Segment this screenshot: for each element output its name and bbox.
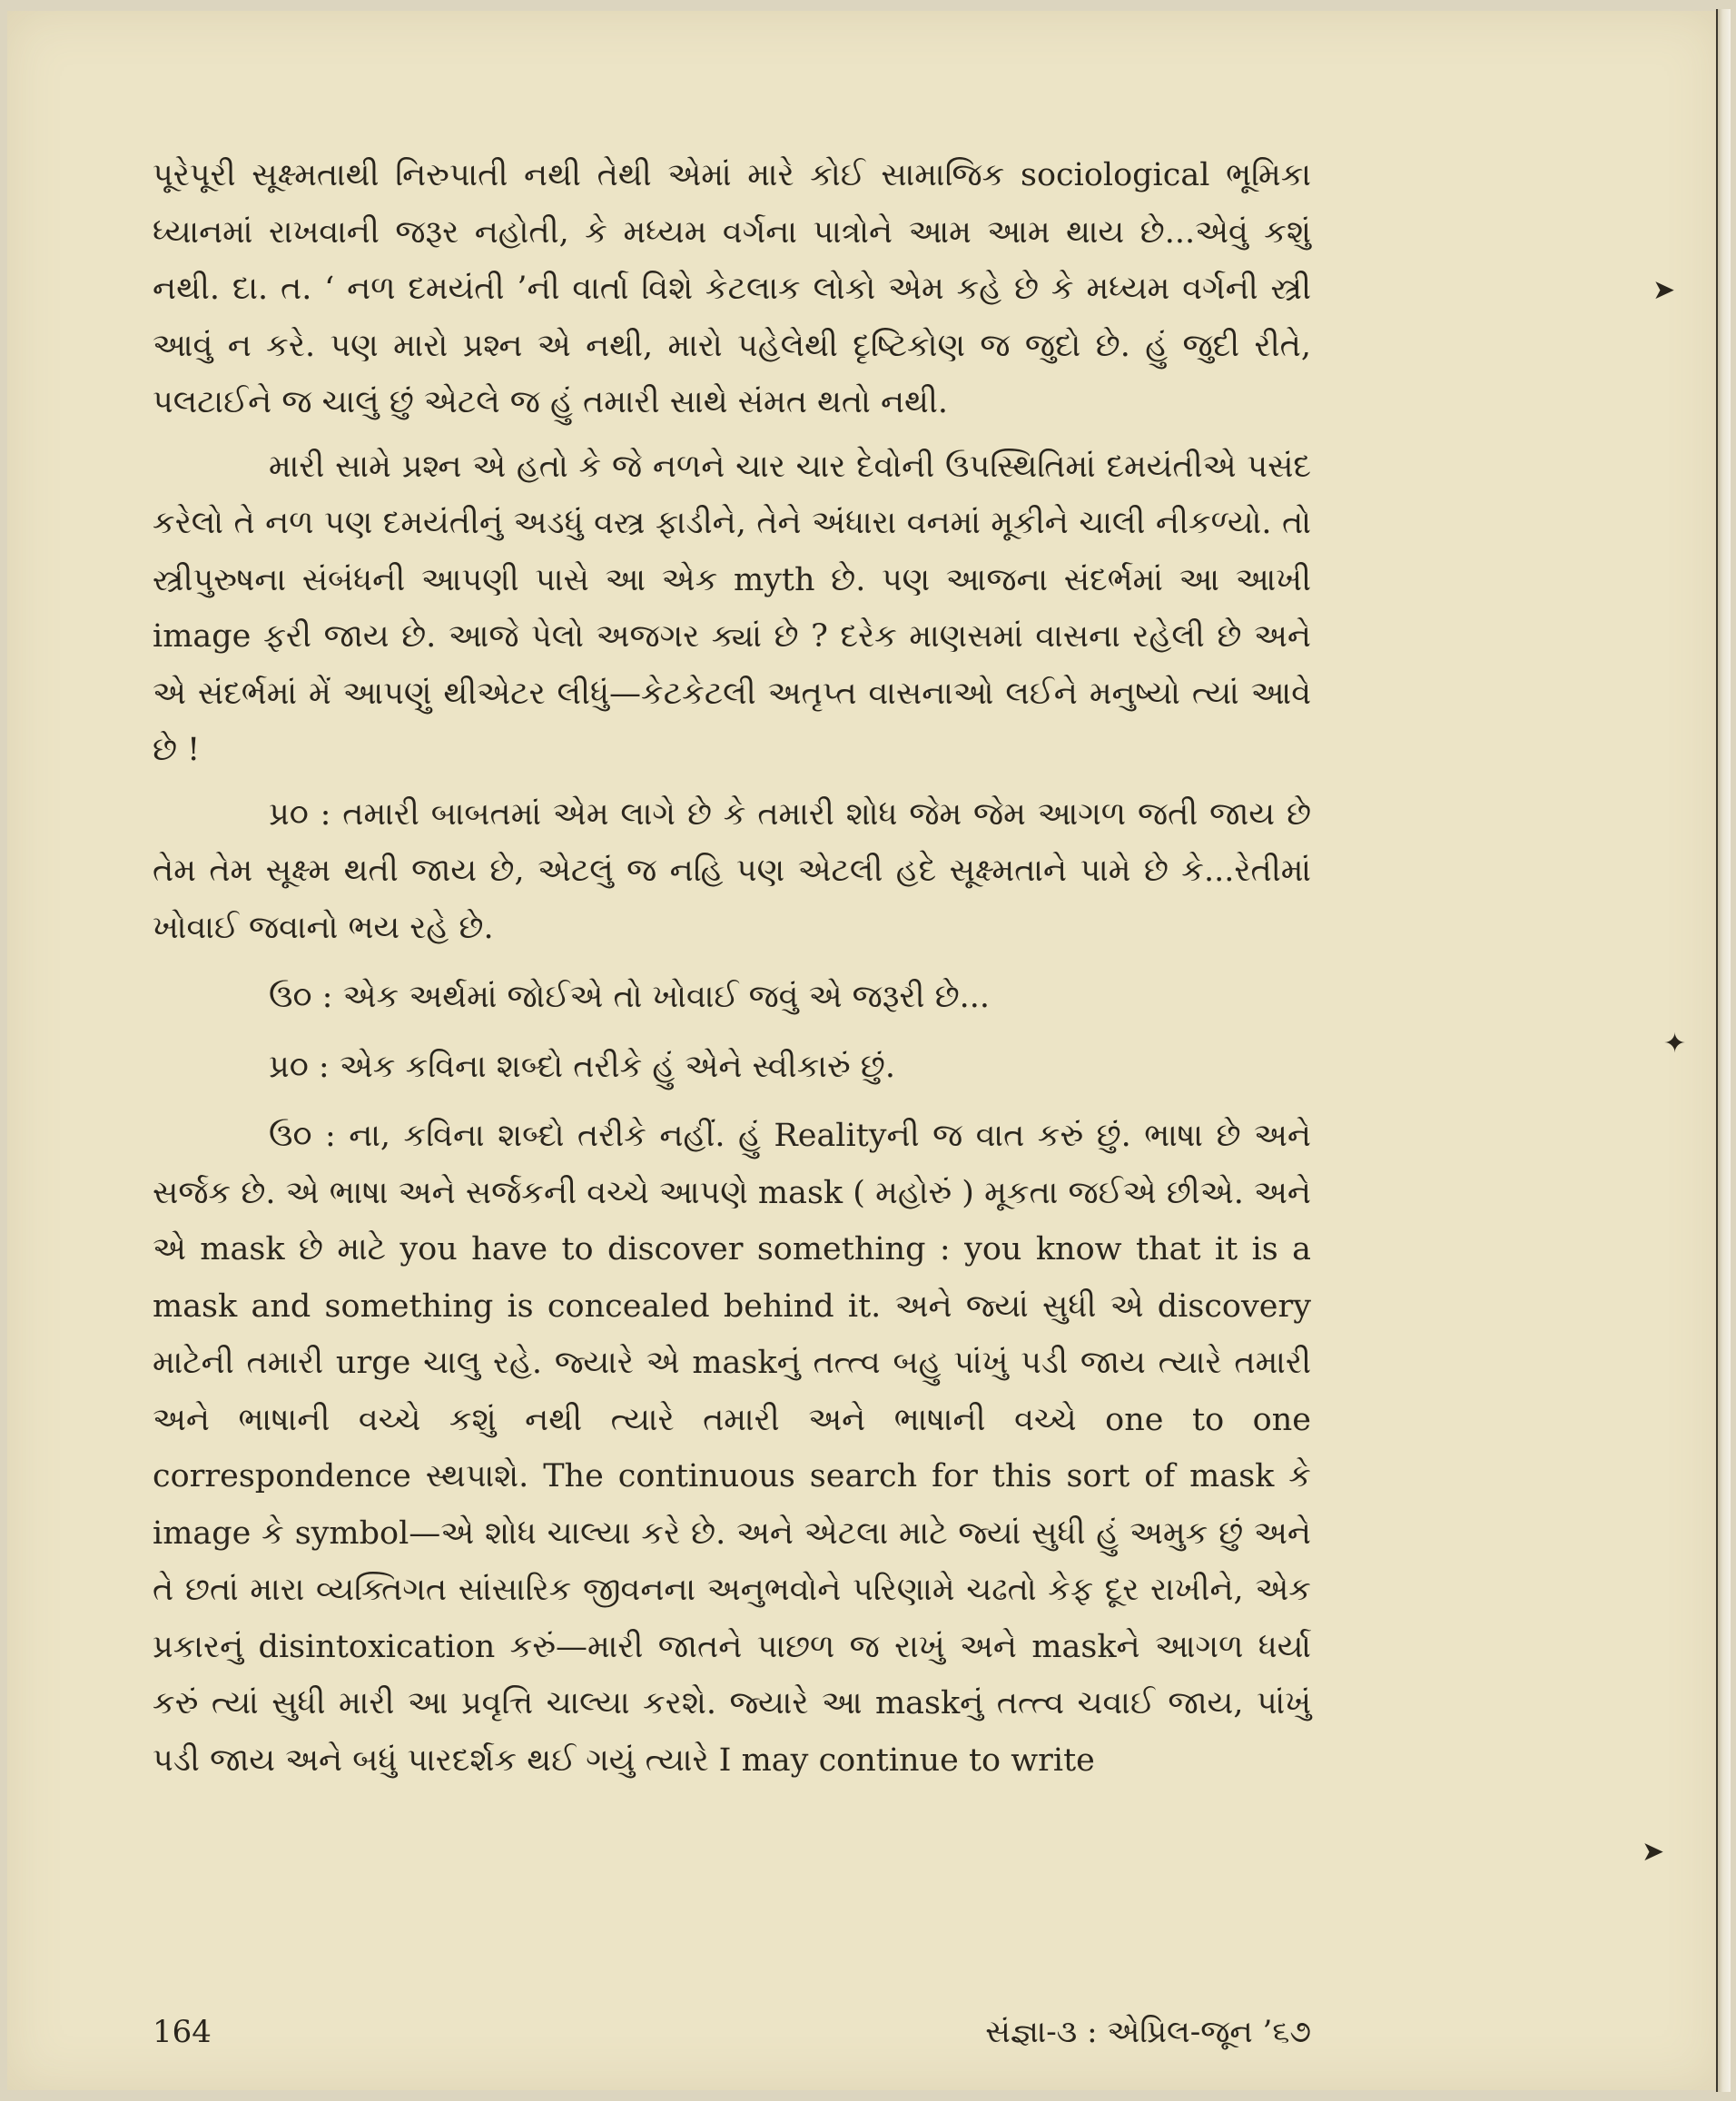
question-1: પ્ર૦ : તમારી બાબતમાં એમ લાગે છે કે તમારી શોધ જેમ જેમ આગળ જતી જાય છે તેમ તેમ સૂક્ષ્મ થતી જાય છે, એટલું જ નહિ પણ એટલી હદે સૂક્ષ્મતાને પામે છે કે...રેતીમાં ખોવાઈ જવાનો ભય રહે છે. (153, 795, 1311, 946)
paragraph-continuation: પૂરેપૂરી સૂક્ષ્મતાથી નિરુપાતી નથી તેથી એમાં મારે કોઈ સામાજિક sociological ભૂમિકા ધ્યાનમાં રાખવાની જરૂર નહોતી, કે મધ્યમ વર્ગના પાત્રોને આમ આમ થાય છે...એવું કશું નથી. દા. ત. ‘ નળ દમયંતી ’ની વાર્તા વિશે કેટલાક લોકો એમ કહે છે કે મધ્યમ વર્ગની સ્ત્રી આવું ન કરે. પણ મારો પ્રશ્ન એ નથી, મારો પહેલેથી દૃષ્ટિકોણ જ જુદો છે. હું જુદી રીતે, પલટાઈને જ ચાલું છું એટલે જ હું તમારી સાથે સંમત થતો નથી. (153, 157, 1311, 420)
page-edge (1716, 9, 1731, 2092)
question-2: પ્ર૦ : એક કવિના શબ્દો તરીકે હું એને સ્વીકારું છું. (269, 1048, 895, 1085)
page-number: 164 (153, 2014, 212, 2050)
margin-mark-icon: ➤ (1642, 1836, 1665, 1868)
article-body (153, 147, 1311, 1801)
paragraph-myth: મારી સામે પ્રશ્ન એ હતો કે જે નળને ચાર ચાર દેવોની ઉપસ્થિતિમાં દમયંતીએ પસંદ કરેલો તે નળ પણ દમયંતીનું અડધું વસ્ત્ર ફાડીને, તેને અંધારા વનમાં મૂકીને ચાલી નીકળ્યો. તો સ્ત્રીપુરુષના સંબંધની આપણી પાસે આ એક myth છે. પણ આજના સંદર્ભમાં આ આખી image ફરી જાય છે. આજે પેલો અજગર ક્યાં છે ? દરેક માણસમાં વાસના રહેલી છે અને એ સંદર્ભમાં મેં આપણું થીએટર લીધું—કેટકેટલી અતૃપ્ત વાસનાઓ લઈને મનુષ્યો ત્યાં આવે છે ! (153, 448, 1311, 768)
journal-reference: સંજ્ઞા-૩ : એપ્રિલ-જૂન ’૬૭ (985, 2014, 1311, 2050)
margin-mark-icon: ✦ (1663, 1028, 1687, 1060)
book-page (7, 11, 1721, 2090)
margin-mark-icon: ➤ (1652, 274, 1676, 306)
answer-2: ઉ૦ : ના, કવિના શબ્દો તરીકે નહીં. હું Realityની જ વાત કરું છું. ભાષા છે અને સર્જક છે. એ ભાષા અને સર્જકની વચ્ચે આપણે mask ( મહોરું ) મૂકતા જઈએ છીએ. અને એ mask છે માટે you have to discover something : you know that it is a mask and something is concealed behind it. અને જ્યાં સુધી એ discovery માટેની તમારી urge ચાલુ રહે. જ્યારે એ maskનું તત્ત્વ બહુ પાંખું પડી જાય ત્યારે તમારી અને ભાષાની વચ્ચે કશું નથી ત્યારે તમારી અને ભાષાની વચ્ચે one to one correspondence સ્થપાશે. The continuous search for this sort of mask કે image કે symbol—એ શોધ ચાલ્યા કરે છે. અને એટલા માટે જ્યાં સુધી હું અમુક છું અને તે છતાં મારા વ્યક્તિગત સાંસારિક જીવનના અનુભવોને પરિણામે ચઢતો કેફ દૂર રાખીને, એક પ્રકારનું disintoxication કરું—મારી જાતને પાછળ જ રાખું અને maskને આગળ ધર્યા કરું ત્યાં સુધી મારી આ પ્રવૃત્તિ ચાલ્યા કરશે. જ્યારે આ maskનું તત્ત્વ ચવાઈ જાય, પાંખું પડી જાય અને બધું પારદર્શક થઈ ગયું ત્યારે I may continue to write (153, 1118, 1311, 1779)
answer-1: ઉ૦ : એક અર્થમાં જોઈએ તો ખોવાઈ જવું એ જરૂરી છે... (269, 979, 991, 1015)
page-footer (153, 2014, 1311, 2059)
